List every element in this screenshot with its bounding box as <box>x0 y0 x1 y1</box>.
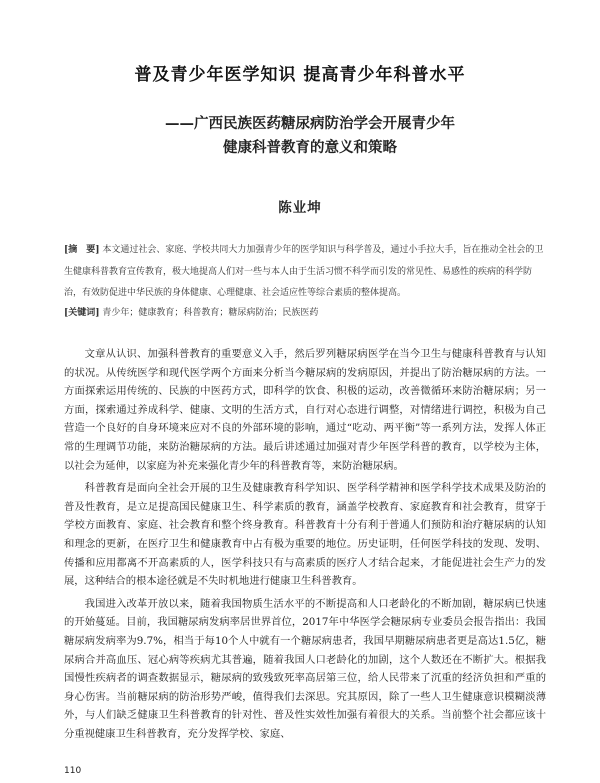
subtitle-line-2: 健康科普教育的意义和策略 <box>223 140 397 156</box>
article-title: 普及青少年医学知识 提高青少年科普水平 <box>134 65 466 85</box>
abstract-text: 本文通过社会、家庭、学校共同大力加强青少年的医学知识与科学普及，通过小手拉大手，旨在推动全社会的卫生健康科普教育宣传教育，极大地提高人们对一些与本人由于生活习惯不科学而引发的常见性、易感性的疾病的科学防治，有效防促进中华民族的身体健康、心理健康、社会适应性等综合素质的整体提高。 <box>64 245 544 298</box>
keywords-text: 青少年；健康教育；科普教育；糖尿病防治；民族医药 <box>102 308 319 318</box>
page-number: 110 <box>64 766 82 776</box>
body-paragraph: 我国进入改革开放以来，随着我国物质生活水平的不断提高和人口老龄化的不断加剧，糖尿病已快速的开始蔓延。目前，我国糖尿病发病率居世界首位，2017年中华医学会糖尿病专业委员会报告指出：我国糖尿病发病率为9.7%，相当于每10个人中就有一个糖尿病患者，我国早期糖尿病患者更是高达1.5亿，糖尿病合并高血压、冠心病等疾病尤其普遍，随着我国人口老龄化的加剧，这个人数还在不断扩大。根据我国慢性疾病者的调查数据显示，糖尿病的致残致死率高居第三位，给人民带来了沉重的经济负担和严重的身心伤害。当前糖尿病的防治形势严峻，值得我们去深思。究其原因，除了一些人卫生健康意识模糊淡薄外，与人们缺乏健康卫生科普教育的针对性、普及性实效性加强有着很大的关系。当前整个社会都应该十分重视健康卫生科普教育，充分发挥学校、家庭、 <box>64 597 546 740</box>
body-paragraph: 文章从认识、加强科普教育的重要意义入手，然后罗列糖尿病医学在当今卫生与健康科普教育与认知的状况。从传统医学和现代医学两个方面来分析当今糖尿病的发病原因，并提出了防治糖尿病的方法。一方面探索运用传统的、民族的中医药方式，即科学的饮食、积极的运动，改善微循环来防治糖尿病；另一方面，探索通过养成科学、健康、文明的生活方式，自行对心态进行调整，对情绪进行调控，积极为自己营造一个良好的自身环境来应对不良的外部环境的影响，通过“吃动、两平衡”等一系列方法，发挥人体正常的生理调节功能，来防治糖尿病的方法。最后讲述通过加强对青少年医学科普的教育，以学校为主体，以社会为延伸，以家庭为补充来强化青少年的科普教育等，来防治糖尿病。 <box>64 348 546 472</box>
abstract-label: [摘 要] <box>64 245 100 255</box>
abstract <box>64 240 546 305</box>
subtitle-line-1: ——广西民族医药糖尿病防治学会开展青少年 <box>165 116 455 132</box>
keywords <box>64 306 546 320</box>
author-name: 陈业坤 <box>278 200 322 216</box>
body-paragraph: 科普教育是面向全社会开展的卫生及健康教育科学知识、医学科学精神和医学科学技术成果及防治的普及性教育，是立足提高国民健康卫生、科学素质的教育，涵盖学校教育、家庭教育和社会教育，贯穿于学校方面教育、家庭、社会教育和整个终身教育。科普教育十分有利于普通人们预防和治疗糖尿病的认知和理念的更新，在医疗卫生和健康教育中占有极为重要的地位。历史证明，任何医学科技的发现、发明、传播和应用都离不开高素质的人，医学科技只有与高素质的医疗人才结合起来，才能促进社会生产力的发展，这种结合的根本途径就是不失时机地进行健康卫生科普教育。 <box>64 482 546 588</box>
article-body <box>64 345 546 747</box>
article-subtitle <box>120 112 500 160</box>
keywords-label: [关键词] <box>64 308 100 318</box>
